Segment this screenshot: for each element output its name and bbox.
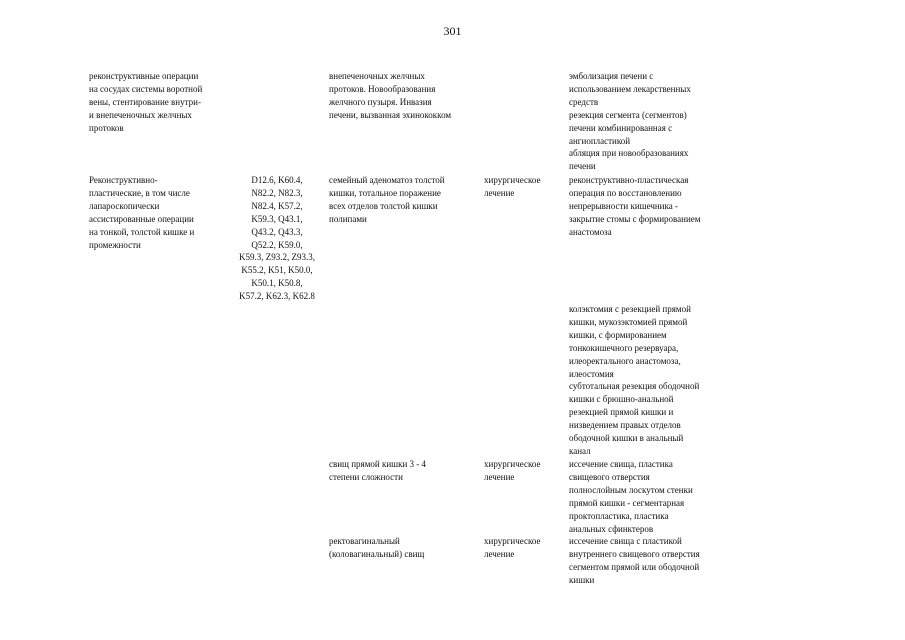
row1-diagnosis: [329, 70, 451, 122]
text-line: семейный аденоматоз толстой: [329, 175, 445, 185]
text-line: свищевого отверстия: [569, 471, 650, 482]
text-line: вены, стентирование внутри-: [89, 96, 201, 107]
row2-treatment-method: [569, 174, 701, 239]
text-line: K57.2, K62.3, K62.8: [239, 291, 315, 302]
text-line: прямой кишки - сегментарная: [569, 497, 685, 508]
text-line: проктопластика, пластика: [569, 510, 669, 521]
text-line: протоков. Новообразования: [329, 83, 436, 94]
row3-diagnosis: [329, 458, 426, 484]
text-line: K50.1, K50.8,: [251, 278, 303, 289]
row2-operation-name: [89, 174, 194, 251]
text-line: (коловагинальный) свищ: [329, 548, 425, 559]
text-line: непрерывности кишечника -: [569, 200, 678, 211]
text-line: на тонкой, толстой кишке и: [89, 226, 195, 237]
text-line: тонкокишечного резервуара,: [569, 342, 679, 353]
text-line: операция по восстановлению: [569, 187, 682, 198]
text-line: использованием лекарственных: [569, 83, 691, 94]
text-line: Q52.2, K59.0,: [251, 239, 303, 250]
text-line: протоков: [89, 122, 124, 133]
text-line: свищ прямой кишки 3 - 4: [329, 459, 427, 469]
text-line: печени: [569, 161, 596, 172]
text-line: канал: [569, 445, 591, 456]
row2-diagnosis: [329, 174, 445, 226]
text-line: и внепеченочных желчных: [89, 109, 192, 120]
text-line: субтотальная резекция ободочной: [569, 381, 700, 392]
text-line: K55.2, K51, K50.0,: [241, 265, 313, 276]
text-line: лечение: [484, 471, 515, 482]
text-line: сегментом прямой или ободочной: [569, 561, 700, 572]
text-line: N82.4, K57.2,: [251, 200, 303, 211]
text-line: ректовагинальный: [329, 536, 400, 546]
text-line: низведением правых отделов: [569, 420, 681, 431]
text-line: кишки, тотальное поражение: [329, 187, 441, 198]
text-line: ободочной кишки в анальный: [569, 433, 684, 444]
text-line: ангиопластикой: [569, 135, 631, 146]
text-line: илеоректального анастомоза,: [569, 355, 681, 366]
text-line: реконструктивные операции: [89, 71, 199, 81]
text-line: пластические, в том числе: [89, 187, 190, 198]
row4-treatment-method: [569, 535, 700, 587]
row2-treatment-type: [484, 174, 540, 200]
text-line: лапароскопически: [89, 200, 160, 211]
row2-treatment-method-alt: [569, 303, 699, 458]
text-line: кишки, с формированием: [569, 329, 667, 340]
text-line: Q43.2, Q43.3,: [251, 226, 303, 237]
page-number: 301: [443, 24, 462, 38]
text-line: абляция при новообразованиях: [569, 148, 689, 159]
text-line: N82.2, N82.3,: [251, 187, 303, 198]
row3-treatment-type: [484, 458, 540, 484]
text-line: печени комбинированная с: [569, 122, 673, 133]
row3-treatment-method: [569, 458, 693, 535]
row1-operation-name: [89, 70, 202, 135]
text-line: Реконструктивно-: [89, 175, 158, 185]
text-line: средств: [569, 96, 599, 107]
text-line: степени сложности: [329, 471, 403, 482]
text-line: закрытие стомы с формированием: [569, 213, 701, 224]
text-line: K59.3, Q43.1,: [251, 213, 303, 224]
row2-icd-codes: [225, 174, 329, 303]
text-line: анальных сфинктеров: [569, 523, 654, 534]
text-line: D12.6, K60.4,: [251, 175, 303, 185]
text-line: хирургическое: [484, 459, 541, 469]
row1-treatment-methods: [569, 70, 691, 173]
text-line: иссечение свища с пластикой: [569, 536, 682, 546]
text-line: полипами: [329, 213, 367, 224]
text-line: внутреннего свищевого отверстия: [569, 548, 700, 559]
text-line: внепеченочных желчных: [329, 71, 425, 81]
text-line: эмболизация печени с: [569, 71, 654, 81]
text-line: желчного пузыря. Инвазия: [329, 96, 432, 107]
text-line: реконструктивно-пластическая: [569, 175, 689, 185]
text-line: резекцией прямой кишки и: [569, 407, 674, 418]
text-line: всех отделов толстой кишки: [329, 200, 438, 211]
text-line: печени, вызванная эхинококком: [329, 109, 452, 120]
text-line: лечение: [484, 187, 515, 198]
text-line: K59.3, Z93.2, Z93.3,: [239, 252, 315, 263]
text-line: кишки, мукозэктомией прямой: [569, 316, 688, 327]
text-line: иссечение свища, пластика: [569, 459, 673, 469]
text-line: ассистированные операции: [89, 213, 194, 224]
text-line: лечение: [484, 548, 515, 559]
text-line: полнослойным лоскутом стенки: [569, 484, 693, 495]
text-line: кишки с брюшно-анальной: [569, 394, 674, 405]
row4-treatment-type: [484, 535, 540, 561]
text-line: резекция сегмента (сегментов): [569, 109, 687, 120]
text-line: колэктомия с резекцией прямой: [569, 304, 691, 314]
text-line: хирургическое: [484, 536, 541, 546]
text-line: илеостомия: [569, 368, 614, 379]
text-line: кишки: [569, 574, 595, 585]
row4-diagnosis: [329, 535, 424, 561]
text-line: промежности: [89, 239, 141, 250]
text-line: анастомоза: [569, 226, 612, 237]
text-line: хирургическое: [484, 175, 541, 185]
text-line: на сосудах системы воротной: [89, 83, 203, 94]
